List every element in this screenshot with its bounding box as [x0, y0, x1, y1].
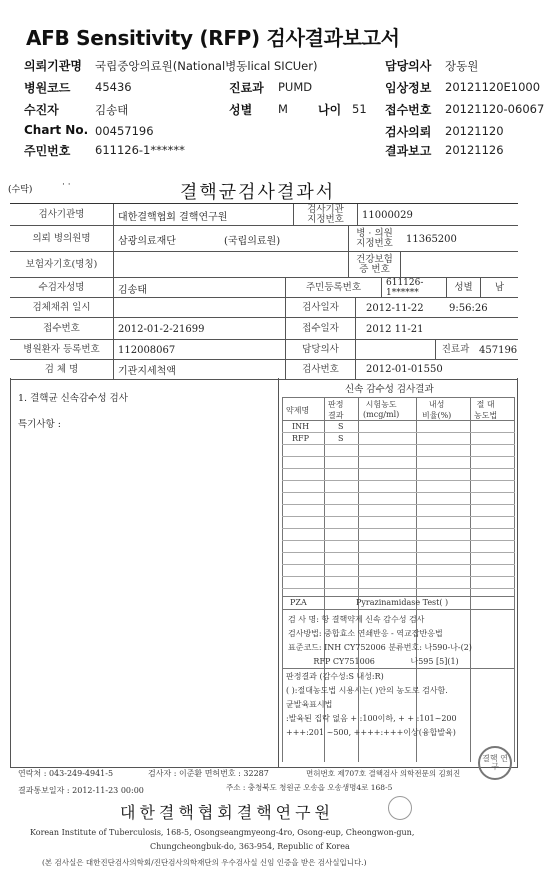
- cell-value: 2012-01-2-21699: [113, 318, 285, 340]
- grid-row-line: [282, 504, 515, 505]
- value-chart-no: 00457196: [95, 124, 154, 138]
- method-line: 표준코드: INH CY752006 분류번호: 나590-나-(2): [288, 643, 472, 652]
- cell-value: 11365200: [406, 233, 457, 245]
- cell-value: 삼광의료재단: [113, 226, 213, 252]
- grid-row-line: [282, 444, 515, 445]
- col-drug: 약제명: [286, 406, 310, 415]
- institute-name: 대한결핵협회결핵연구원: [120, 803, 335, 822]
- pza-desc: Pyrazinamidase Test( ): [356, 598, 449, 607]
- col-absolute: 절 대 농도법: [474, 400, 498, 420]
- cell-value-extra: (국립의료원): [224, 235, 281, 247]
- value-report-date: 20121126: [445, 143, 504, 157]
- drug-result: S: [338, 434, 344, 443]
- label-report-date: 결과보고: [385, 144, 432, 158]
- value-patient: 김송태: [95, 103, 129, 117]
- row-requesting-hospital: [10, 225, 518, 252]
- judge-line: ( ):절대농도법 시용시는( )안의 농도로 검사함.: [286, 686, 448, 695]
- value-hospital-code: 45436: [95, 80, 132, 94]
- row-registration: [10, 339, 518, 360]
- cell-label: 성별: [446, 278, 480, 298]
- label-request-date: 검사의뢰: [385, 125, 432, 139]
- scanned-result-form: [0, 168, 534, 886]
- cell-label: 병 · 의원 지정번호: [348, 226, 400, 252]
- row-accession: [10, 317, 518, 340]
- label-patient: 수진자: [24, 103, 59, 117]
- footer-license: 면허번호 제707호 결핵검사 의학전문의 김희진: [306, 769, 461, 778]
- judge-line: 판정결과 (감수성:S 내성:R): [286, 672, 384, 681]
- grid-row-line: [282, 432, 515, 433]
- cell-label: 검사기관명: [38, 209, 85, 221]
- label-age: 나이: [318, 103, 342, 117]
- cell-value: 611126-1******: [381, 278, 446, 298]
- patient-info-table: [10, 203, 518, 377]
- value-age: 51: [352, 102, 367, 116]
- special-notes: 특기사항 :: [18, 419, 61, 430]
- cell-label: 건강보험 증 번호: [348, 252, 400, 278]
- cell-value: 2012-01-01550: [355, 360, 518, 379]
- cell-value: 457196: [479, 344, 518, 356]
- footer-english-1: Korean Institute of Tuberculosis, 168-5, Osongseangmyeong-4ro, Osong-eup, Cheongwon-gun,: [30, 828, 415, 837]
- value-department: PUMD: [278, 80, 313, 94]
- label-hospital-code: 병원코드: [24, 81, 71, 95]
- official-seal: 결핵 연구: [478, 746, 512, 780]
- drug-name: RFP: [292, 434, 309, 443]
- pza-name: PZA: [290, 598, 307, 607]
- label-department: 진료과: [229, 81, 264, 95]
- cell-value: 11000029: [357, 204, 518, 226]
- row-insurer: [10, 251, 518, 278]
- cell-value: 기관지세척액: [113, 360, 285, 379]
- footer-phone: 연락처 : 043-249-4941-5: [18, 769, 114, 778]
- cell-label: 검 체 명: [44, 363, 79, 375]
- form-corner-label: (수탁): [8, 185, 33, 195]
- cell-value: 112008067: [113, 340, 285, 360]
- cell-label: 검사기관 지정번호: [293, 204, 357, 226]
- label-requester: 의뢰기관명: [24, 59, 82, 73]
- cell-empty: [113, 298, 285, 318]
- cell-empty: [113, 252, 348, 278]
- stamp-mark: [388, 796, 412, 820]
- cell-label: 검체채취 일시: [32, 302, 91, 314]
- drug-result: S: [338, 422, 344, 431]
- grid-row-line: [282, 492, 515, 493]
- row-sampling: [10, 297, 518, 318]
- cell-empty: [355, 340, 435, 360]
- method-line: 검사방법: 중합효소 연쇄반응 - 역교잡반응법: [288, 629, 443, 638]
- result-title: 신속 감수성 검사결과: [345, 384, 434, 395]
- grid-row-line: [282, 456, 515, 457]
- value-sex: M: [278, 102, 288, 116]
- method-line: 검 사 명: 항 결핵약제 신속 감수성 검사: [288, 615, 425, 624]
- label-resident-no: 주민번호: [24, 144, 71, 158]
- col-concentration: 시험농도 (mcg/ml): [363, 400, 400, 419]
- test-name: 1. 결핵균 신속감수성 검사: [18, 393, 128, 404]
- footer-address: 주소 : 충청북도 청원군 오송읍 오송생명4로 168-5: [226, 783, 393, 792]
- cell-value: 김송태: [113, 278, 285, 298]
- value-request-date: 20121120: [445, 124, 504, 138]
- grid-row-line: [282, 540, 515, 541]
- cell-empty: [400, 252, 518, 278]
- grid-row-line: [282, 564, 515, 565]
- method-line: RFP CY751006 나595 [5](1): [288, 657, 459, 666]
- cell-label: 주민등록번호: [285, 278, 381, 298]
- report-title: AFB Sensitivity (RFP) 검사결과보고서: [26, 26, 400, 50]
- row-patient: [10, 277, 518, 298]
- cell-value: 남: [480, 278, 518, 298]
- cell-value: 2012 11-21: [355, 318, 518, 340]
- drug-name: INH: [292, 422, 310, 431]
- grid-row-line: [282, 516, 515, 517]
- col-result: 판정 결과: [328, 400, 344, 420]
- value-doctor: 장동원: [445, 59, 479, 73]
- judge-line: :발육된 집락 없음 + :100이하, + + :101~200: [286, 714, 457, 723]
- value-resident-no: 611126-1******: [95, 143, 185, 157]
- judge-line: 균발육표시법: [286, 700, 333, 709]
- row-specimen: [10, 359, 518, 380]
- cell-label: 수검자성명: [38, 282, 85, 294]
- value-requester: 국립중앙의료원(National병동lical SICUer): [95, 59, 318, 73]
- cell-label: 보험자기호(명칭): [25, 259, 98, 271]
- judge-line: +++:201 ~500, ++++:+++이상(융합발육): [286, 728, 456, 737]
- cell-label: 담당의사: [285, 340, 355, 360]
- cell-value: 2012-11-22: [355, 298, 445, 318]
- value-clinical-info: 20121120E1000: [445, 80, 541, 94]
- value-accession: 20121120-06067: [445, 102, 544, 116]
- result-section: [10, 378, 518, 768]
- cell-label: 검사일자: [285, 298, 355, 318]
- label-doctor: 담당의사: [385, 59, 432, 73]
- footer-report-date: 결과통보일자 : 2012-11-23 00:00: [18, 786, 144, 795]
- grid-row-line: [282, 528, 515, 529]
- grid-row-line: [282, 468, 515, 469]
- cell-label: 의뢰 병의원명: [32, 233, 91, 245]
- label-accession: 접수번호: [385, 103, 432, 117]
- cell-label: 접수일자: [285, 318, 355, 340]
- footer-english-2: Chungcheongbuk-do, 363-954, Republic of Korea: [150, 842, 350, 851]
- cell-label: 접수번호: [43, 323, 80, 335]
- section-divider: [278, 378, 279, 768]
- label-chart-no: Chart No.: [24, 123, 89, 137]
- grid-row-line: [282, 576, 515, 577]
- grid-row-line: [282, 480, 515, 481]
- cell-label: 병원환자 등록번호: [23, 344, 100, 356]
- label-clinical-info: 임상정보: [385, 81, 432, 95]
- form-marks: · ·: [62, 180, 71, 190]
- cell-value: 9:56:26: [449, 302, 488, 314]
- footer-examiner: 검사자 : 이준환 면허번호 : 32287: [148, 769, 269, 778]
- grid-row-line: [282, 588, 515, 589]
- col-resistance: 내성 비율(%): [422, 400, 452, 420]
- cell-label: 검사번호: [285, 360, 355, 379]
- footer-notice: (본 검사실은 대한진단검사의학회/진단검사의학재단의 우수검사실 신임 인증을 받은 검사실입니다.): [42, 858, 367, 867]
- cell-label: 진료과: [435, 340, 475, 360]
- form-title: 결핵균검사결과서: [180, 182, 336, 203]
- row-institution: [10, 203, 518, 226]
- grid-row-line: [282, 552, 515, 553]
- cell-value: 대한결핵협회 결핵연구원: [113, 204, 293, 226]
- label-sex: 성별: [229, 103, 253, 117]
